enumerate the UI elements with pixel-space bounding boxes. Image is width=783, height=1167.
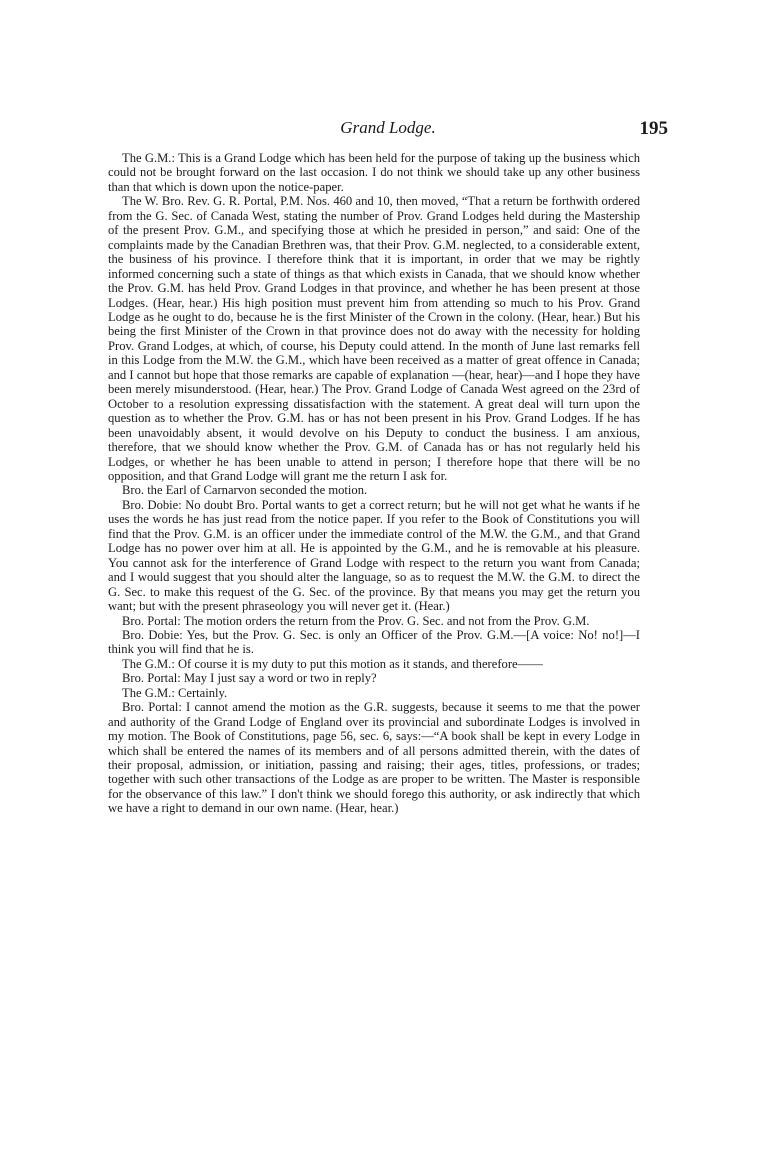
page-header [108, 118, 668, 144]
paragraph: Bro. Portal: The motion orders the return from the Prov. G. Sec. and not from the Prov. G.M. [122, 613, 590, 628]
article-body [108, 151, 640, 816]
running-title: Grand Lodge. [340, 118, 436, 137]
paragraph: Bro. Dobie: No doubt Bro. Portal wants to get a correct return; but he will not get what he wants if he uses the words he has just read from the notice paper. If you refer to the Book of Constitutions you will find that the Prov. G.M. is an officer under the immediate control of the M.W. the G.M., and that Grand Lodge has no power over him at all. He is appointed by the G.M., and he is removable at his pleasure. You cannot ask for the interference of Grand Lodge with respect to the return you want from Canada; and I would suggest that you should alter the language, so as to request the M.W. the G.M. to direct the G. Sec. to make this request of the G. Sec. of the province. By that means you may get the return you want; but with the present phraseology you will never get it. (Hear.) [108, 497, 640, 614]
page-number: 195 [639, 118, 668, 139]
paragraph: Bro. Dobie: Yes, but the Prov. G. Sec. is only an Officer of the Prov. G.M.—[A voice: No! no!]—I think you will find that he is. [108, 627, 640, 657]
paragraph: The G.M.: Certainly. [122, 685, 228, 700]
paragraph: Bro. Portal: I cannot amend the motion as the G.R. suggests, because it seems to me that the power and authority of the Grand Lodge of England over its provincial and subordinate Lodges is involved in my motion. The Book of Constitutions, page 56, sec. 6, says:—“A book shall be kept in every Lodge in which shall be entered the names of its members and of all persons admitted therein, with the dates of their proposal, admission, or initiation, passing and raising; their ages, titles, professions, or trades; together with such other transactions of the Lodge as are proper to be written. The Master is responsible for the observance of this law.” I don't think we should forego this authority, or ask indirectly that which we have a right to demand in our own name. (Hear, hear.) [108, 700, 640, 816]
paragraph: The W. Bro. Rev. G. R. Portal, P.M. Nos. 460 and 10, then moved, “That a return be forthwith ordered from the G. Sec. of Canada West, stating the number of Prov. Grand Lodges held during the Mastership of the present Prov. G.M., and specifying those at which he presided in person,” and said: One of the complaints made by the Canadian Brethren was, that their Prov. G.M. neglected, to a considerable extent, the business of his province. I therefore think that it is important, in order that we may be rightly informed concerning such a state of things as that which exists in Canada, that we should know whether the Prov. G.M. has held Prov. Grand Lodges in that province, and whether he has been present at those Lodges. (Hear, hear.) His high position must prevent him from attending so much to his Prov. Grand Lodge as he ought to do, because he is the first Minister of the Crown in the colony. (Hear, hear.) But his being the first Minister of the Crown in that province does not do away with the necessity for holding Prov. Grand Lodges, at which, of course, his Deputy could attend. In the month of June last remarks fell in this Lodge from the M.W. the G.M., which have been received as a matter of great offence in Canada; and I cannot but hope that those remarks are capable of explanation —(hear, hear)—and I hope they have been merely misunderstood. (Hear, hear.) The Prov. Grand Lodge of Canada West agreed on the 23rd of October to a resolution expressing dissatisfaction with the statement. A great deal will turn upon the question as to whether the Prov. G.M. has or has not been present in his Prov. Grand Lodges. If he has been unavoidably absent, it would devolve on his Deputy to conduct the business. I am anxious, therefore, that we should know whether the Prov. G.M. of Canada has or has not regularly held his Lodges, or whether he has been unable to attend in person; I therefore hope that there will be no opposition, and that Grand Lodge will grant me the return I ask for. [108, 194, 640, 483]
paragraph: The G.M.: This is a Grand Lodge which has been held for the purpose of taking up the business which could not be brought forward on the last occasion. I do not think we should take up any other business than that which is down upon the notice-paper. [108, 151, 640, 194]
paragraph: Bro. the Earl of Carnarvon seconded the motion. [122, 483, 368, 498]
paragraph: Bro. Portal: May I just say a word or two in reply? [122, 671, 377, 686]
paragraph: The G.M.: Of course it is my duty to put this motion as it stands, and therefore—— [122, 656, 543, 671]
